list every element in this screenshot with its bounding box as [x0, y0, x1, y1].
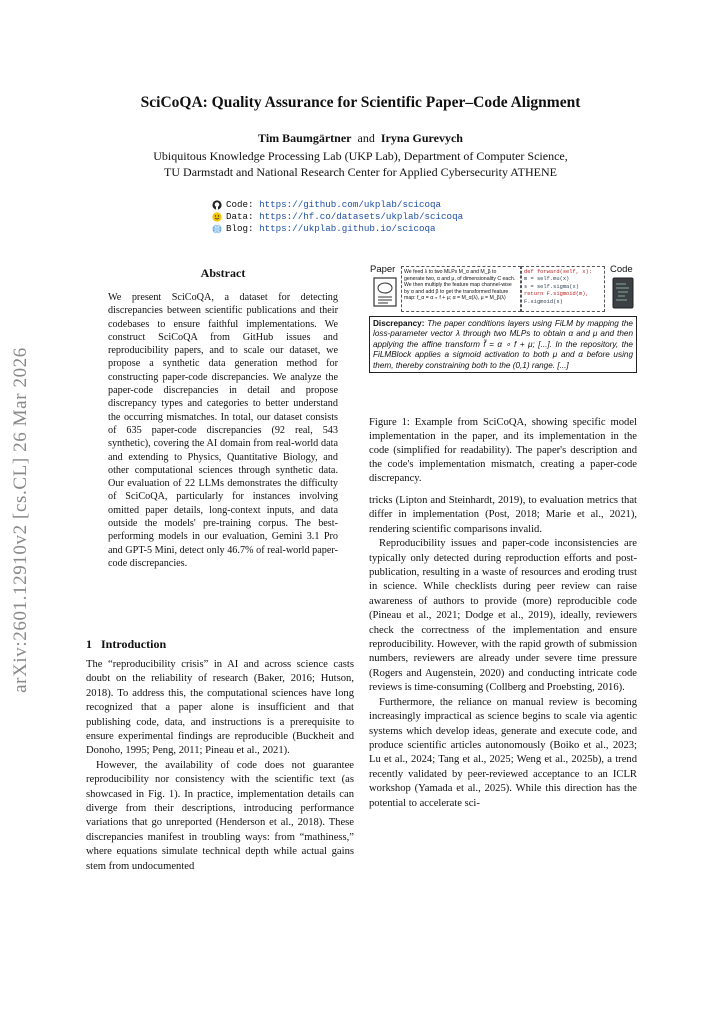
figure-code-excerpt	[521, 266, 605, 312]
intro-paragraph: However, the availability of code does not guarantee reproducibility nor consistency with the scientific text (as showcased in Fig. 1). In practice, implementation details can diverge from their descriptions, introducing performance variations that go unreported (Henderson et al., 2018). These discrepancies manifest in troubling ways: from “mathiness,” where equations simulate technical depth while actual gains stem from undocumented	[86, 759, 354, 872]
code-link-url[interactable]: https://github.com/ukplab/scicoqa	[259, 199, 442, 210]
paper-title: SciCoQA: Quality Assurance for Scientific Paper–Code Alignment	[140, 94, 581, 111]
author-and: and	[357, 131, 375, 145]
code-file-icon	[612, 277, 634, 309]
code-link-row[interactable]	[212, 199, 463, 211]
code-link-label: Code:	[226, 199, 254, 210]
section-number: 1	[86, 637, 92, 651]
affiliation-line-1: Ubiquitous Knowledge Processing Lab (UKP Lab), Department of Computer Science,	[153, 149, 568, 163]
blog-link-url[interactable]: https://ukplab.github.io/scicoqa	[259, 223, 436, 234]
author-1: Tim Baumgärtner	[258, 131, 352, 145]
globe-icon	[212, 224, 222, 234]
discrepancy-box	[369, 316, 637, 373]
resource-links	[212, 199, 463, 235]
body-paragraph: Reproducibility issues and paper-code inconsistencies are typically only detected during reproduction efforts and post-publication, resulting in a waste of resources and eroding trust in science. While checklists during peer review can raise awareness of authors to provide (more) reproducible code (Pineau et al., 2021; Dodge et al., 2019), ideally, reviewers check the correctness of the implementation and ensure reproducibility. However, with the rapid growth of submission numbers, reviewers are already under severe time pressure (Rogers and Augenstein, 2020) and conducting intricate code reviews is time-consuming (Collberg and Proebsting, 2016).	[369, 538, 637, 694]
body-paragraph: tricks (Lipton and Steinhardt, 2019), to evaluation metrics that differ in implementation (Post, 2018; Marie et al., 2021), rendering scientific comparisons invalid.	[369, 495, 637, 535]
abstract-heading: Abstract	[200, 266, 246, 280]
abstract-text: We present SciCoQA, a dataset for detecting discrepancies between scientific publications and their codebases to ensure faithful implementations. We construct SciCoQA from GitHub issues and reproducibility papers, and to scale our dataset, we propose a synthetic data generation method for constructing paper-code discrepancies. We analyze the paper-code discrepancies in detail and propose discrepancy types and categories to better understand the occurring mismatches. In total, our dataset consists of 635 paper-code discrepancies (92 real, 543 synthetic), covering the AI domain from real-world data and extending to Physics, Quantitative Biology, and other computational sciences through synthetic data. Our evaluation of 22 LLMs demonstrates the difficulty of SciCoQA, particularly for instances involving omitted paper details, long-context inputs, and data outside the models' pre-training corpus. The best-performing models in our evaluation, Gemini 3.1 Pro and GPT-5 Mini, detect only 46.7% of real-world paper-code discrepancies.	[108, 292, 338, 569]
code-line: m = self.mu(x)	[524, 276, 570, 283]
data-link-row[interactable]	[212, 211, 463, 223]
code-line: def forward(self, x):	[524, 269, 592, 275]
authors	[0, 131, 721, 146]
intro-column	[86, 658, 354, 874]
figure-caption: Figure 1: Example from SciCoQA, showing specific model implementation in the paper, and its implementation in the code (simplified for readability). The paper's description and the code's implementation mismatch, creating a paper-code discrepancy.	[369, 417, 637, 484]
code-line: F.sigmoid(s)	[524, 298, 563, 305]
figure-code-label: Code	[610, 264, 633, 275]
affiliation-line-2: TU Darmstadt and National Research Center for Applied Cybersecurity ATHENE	[164, 165, 557, 179]
blog-link-label: Blog:	[226, 223, 254, 234]
discrepancy-label: Discrepancy:	[373, 319, 425, 328]
blog-link-row[interactable]	[212, 223, 463, 235]
figure-1	[369, 264, 637, 407]
github-icon	[212, 200, 222, 210]
arxiv-id: arXiv:2601.12910v2 [cs.CL] 26 Mar 2026	[10, 347, 31, 693]
body-paragraph: Furthermore, the reliance on manual review is becoming increasingly impractical as science begins to scale via agentic systems which develop ideas, generate and execute code, and produce scientific articles autonomously (Boiko et al., 2023; Lu et al., 2024; Tang et al., 2025; Weng et al., 2025b), a trend recently validated by peer-reviewed acceptance to an ICLR workshop (Yamada et al., 2025). While this direction has the potential to accelerate sci-	[369, 696, 637, 809]
figure-paper-label: Paper	[370, 264, 396, 275]
code-line: return F.sigmoid(m),	[524, 291, 589, 298]
data-link-label: Data:	[226, 211, 254, 222]
section-title: Introduction	[101, 637, 167, 651]
code-line: s = self.sigma(x)	[524, 283, 579, 290]
figure-paper-excerpt: We feed λ to two MLPs M_α and M_β to generate two, α and μ, of dimensionality C each. We then multiply the feature map channel-wise by α and add β to get the transformed feature map: f_α = α ∘ f + μ; α = M_α(λ), μ = M_β(λ)	[401, 266, 521, 312]
discrepancy-text: The paper conditions layers using FiLM by mapping the loss-parameter vector λ through two MLPs to obtain α and μ and then applying the affine transform f̃ = α ∘ f + μ; [...]. In the repository, the FiLMBlock applies a sigmoid activation to both μ and α before using them, thereby constraining both to the (0,1) range. [...]	[373, 319, 633, 370]
section-heading	[86, 637, 166, 652]
author-2: Iryna Gurevych	[380, 131, 463, 145]
data-link-url[interactable]: https://hf.co/datasets/ukplab/scicoqa	[259, 211, 464, 222]
right-column	[369, 494, 637, 811]
intro-paragraph: The “reproducibility crisis” in AI and across science casts doubt on the reliability of research (Baker, 2016; Hutson, 2018). To address this, the computational sciences have long recognized that a paper alone is insufficient and that publishing code, data, and instructions is a prerequisite to ensure experimental findings are reproducible (Buckheit and Donoho, 1995; Peng, 2011; Pineau et al., 2021).	[86, 659, 354, 757]
huggingface-icon	[212, 212, 222, 222]
paper-document-icon	[373, 277, 397, 307]
affiliation	[0, 148, 721, 180]
